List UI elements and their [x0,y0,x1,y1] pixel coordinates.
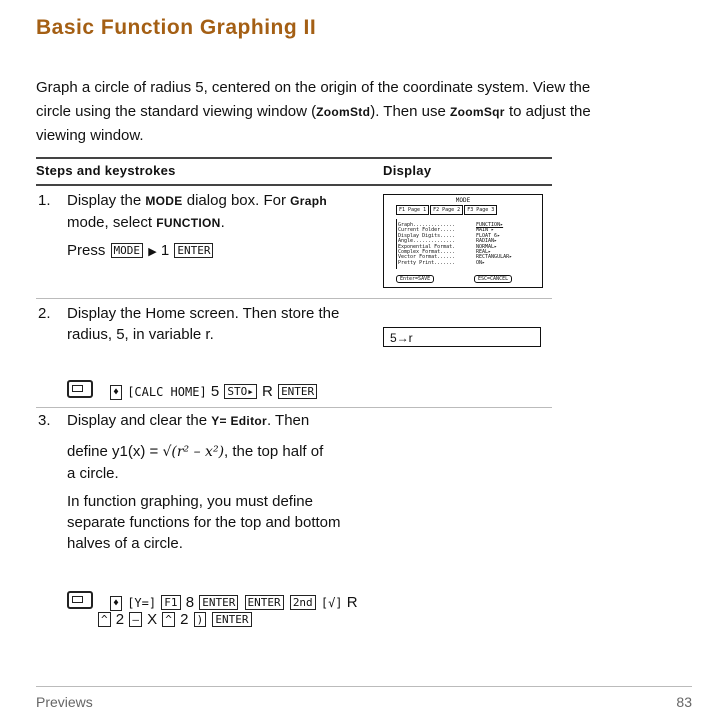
screen-tab: F2 Page 2 [430,205,463,215]
enter-key: ENTER [199,595,238,610]
row-label: Complex Format..... [398,249,456,256]
text: , the top half of [224,443,324,460]
calc-home-key: [CALC HOME] [127,385,207,399]
diamond-key: ♦ [110,596,122,611]
text: 8 [185,594,195,611]
mode-dialog-screen [383,194,543,288]
sqrt-formula: √(r² – x²) [162,444,225,460]
enter-key: ENTER [212,612,251,627]
screen-title: MODE [455,197,471,204]
calculator-icon [67,591,93,609]
step-2-line-1: Display the Home screen. Then store the [67,305,340,322]
row-label: Graph.............. [398,222,456,228]
calculator-icon [67,380,93,398]
text: 2 [115,611,125,628]
step-number: 1. [38,192,51,209]
text: R [346,594,358,611]
intro-line-1: Graph a circle of radius 5, centered on the origin of the coordinate system. View the [36,79,591,96]
step-1-text [67,190,372,263]
step-2-keystrokes [67,380,318,400]
footer-section: Previews [36,694,93,710]
text: Press [67,242,106,259]
row-label: Vector Format...... [398,254,456,261]
intro-paragraph [36,76,686,148]
row-label: Current Folder..... [398,227,456,234]
footer-rule [36,686,692,687]
paren-key: ) [194,612,207,627]
mode-key: MODE [111,243,144,258]
row-value: MAIN ▸ [476,227,495,234]
step-2-text [67,303,372,345]
step-3-line-3: a circle. [67,465,119,482]
step-3-keystrokes-2 [97,611,253,628]
step-3-note-2: separate functions for the top and bottom [67,514,341,531]
column-header-display: Display [383,163,432,178]
text: . [220,214,225,231]
step-3-line-2 [67,441,372,463]
minus-key: – [129,612,142,627]
sqrt-key: [√] [320,596,343,610]
row-divider [36,298,552,299]
y-equals-key: [Y=] [127,596,157,610]
2nd-key: 2nd [290,595,316,610]
text: dialog box. For [182,192,291,209]
text: 2 [180,611,189,628]
table-header-rule [36,184,552,186]
row-value: NORMAL▸ [476,243,498,250]
save-button: Enter=SAVE [396,275,434,283]
intro-text: circle using the standard viewing window ( [36,103,317,120]
zoomstd-keyword: ZoomStd [316,105,371,119]
home-screen-display: 5→r [383,327,541,347]
row-divider [36,407,552,408]
screen-rows [398,223,512,266]
screen-tab: F3 Page 3 [464,205,497,215]
step-3-note-3: halves of a circle. [67,535,183,552]
row-value: REAL▸ [476,249,492,256]
screen-row [398,261,512,266]
enter-key: ENTER [245,595,284,610]
text: 5 [210,383,220,400]
intro-line-3: viewing window. [36,127,144,144]
row-value: RECTANGULAR▸ [476,254,513,261]
row-label: Display Digits..... [398,232,456,239]
diamond-key: ♦ [110,385,122,400]
text: . Then [266,412,310,429]
step-1-keystrokes [67,240,372,263]
step-3-keystrokes-1 [67,591,358,611]
zoomsqr-keyword: ZoomSqr [450,105,505,119]
enter-key: ENTER [278,384,317,399]
text: 1 [160,242,170,259]
text: mode, select [67,214,157,231]
text: R [262,383,273,400]
row-label: Angle.............. [398,238,456,245]
text: X [147,611,158,628]
row-value: ON▸ [476,259,486,266]
screen-tab: F1 Page 1 [396,205,429,215]
cancel-button: ESC=CANCEL [474,275,512,283]
text: Display the [67,192,146,209]
screen-tabs [396,205,498,215]
row-value: FUNCTION▸ [476,222,504,228]
step-3-text [67,410,372,554]
sto-key: STO▸ [224,384,257,399]
graph-keyword: Graph [290,194,327,208]
text: Display and clear the [67,412,212,429]
table-top-rule [36,157,552,159]
intro-text: to adjust the [504,103,591,120]
row-label: Pretty Print....... [398,259,456,266]
intro-line-2 [36,100,686,124]
right-arrow-icon: ▶ [148,246,157,258]
step-1-line-1 [67,190,372,212]
text: define y1(x) = [67,443,163,460]
mode-keyword: MODE [145,194,183,208]
function-keyword: FUNCTION [156,216,221,230]
step-3-note-1: In function graphing, you must define [67,493,313,510]
enter-key: ENTER [174,243,213,258]
caret-key: ^ [162,612,175,627]
row-label: Exponential Format. [398,243,456,250]
page-title: Basic Function Graphing II [36,16,317,39]
f1-key: F1 [161,595,180,610]
row-value: RADIAN▸ [476,238,498,245]
y-editor-keyword: Y= Editor [211,414,267,428]
step-2-line-2: radius, 5, in variable r. [67,326,214,343]
footer-page-number: 83 [676,694,692,710]
column-header-steps: Steps and keystrokes [36,163,176,178]
step-number: 2. [38,305,51,322]
caret-key: ^ [98,612,111,627]
step-number: 3. [38,412,51,429]
row-value: FLOAT 6▸ [476,232,501,239]
step-1-line-2 [67,212,372,234]
step-3-line-1 [67,410,372,432]
intro-text: ). Then use [370,103,451,120]
